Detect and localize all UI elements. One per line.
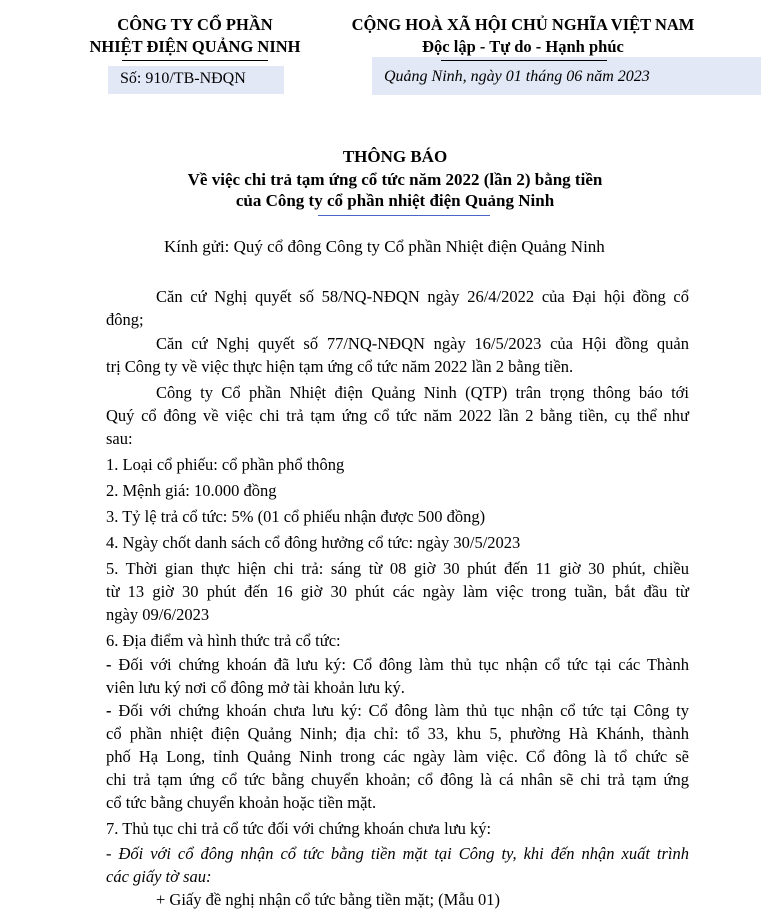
company-underline: [122, 60, 268, 61]
item-4: 4. Ngày chốt danh sách cổ đông hưởng cổ tức: ngày 30/5/2023: [106, 533, 521, 552]
p1-line2: đông;: [106, 310, 144, 329]
item-6a-line2: viên lưu ký nơi cổ đông mở tài khoản lưu ký.: [106, 678, 405, 697]
item-7a-line2: các giấy tờ sau:: [106, 867, 212, 886]
item-6b-line3: phố Hạ Long, tỉnh Quảng Ninh trong các ngày làm việc. Cổ đông là tổ chức sẽ: [106, 747, 689, 766]
p2-line2: trị Công ty về việc thực hiện tạm ứng cổ tức năm 2022 lần 2 bằng tiền.: [106, 357, 574, 376]
item-7a-sub1: + Giấy đề nghị nhận cổ tức bằng tiền mặt; (Mẫu 01): [156, 890, 501, 909]
notice-subtitle-line1: Về việc chi trả tạm ứng cổ tức năm 2022 (lần 2) bằng tiền: [187, 170, 603, 189]
item-5-line1: 5. Thời gian thực hiện chi trả: sáng từ 08 giờ 30 phút đến 11 giờ 30 phút, chiều: [106, 559, 689, 578]
company-name-line1: CÔNG TY CỔ PHẦN: [117, 15, 273, 34]
title-underline: [318, 215, 490, 216]
item-6b-dash: -: [106, 701, 119, 720]
item-6a-line1: [106, 655, 689, 675]
national-header: [308, 14, 738, 58]
place-date: Quảng Ninh, ngày 01 tháng 06 năm 2023: [384, 68, 650, 85]
item-1: 1. Loại cổ phiếu: cổ phần phổ thông: [106, 455, 345, 474]
item-6b-line2: cổ phần nhiệt điện Quảng Ninh; địa chỉ: tổ 33, khu 5, phường Hà Khánh, thành: [106, 724, 689, 743]
item-7: 7. Thủ tục chi trả cổ tức đối với chứng khoán chưa lưu ký:: [106, 819, 492, 838]
item-6b-line5: cổ tức bằng chuyển khoản hoặc tiền mặt.: [106, 793, 377, 812]
nation-motto: Độc lập - Tự do - Hạnh phúc: [422, 37, 624, 56]
item-6b-line4: chi trả tạm ứng cổ tức bằng chuyển khoản; cổ đông là cá nhân sẽ chi trả tạm ứng: [106, 770, 689, 789]
salutation: Kính gửi: Quý cổ đông Công ty Cổ phần Nhiệt điện Quảng Ninh: [164, 237, 605, 256]
item-2: 2. Mệnh giá: 10.000 đồng: [106, 481, 277, 500]
item-6: 6. Địa điểm và hình thức trả cổ tức:: [106, 631, 341, 650]
p3-line3: sau:: [106, 429, 133, 448]
document-number: Số: 910/TB-NĐQN: [120, 70, 246, 87]
item-7a-line1: - Đối với cổ đông nhận cổ tức bằng tiền mặt tại Công ty, khi đến nhận xuất trình: [106, 844, 689, 863]
item-6a-text: Đối với chứng khoán đã lưu ký: Cổ đông làm thủ tục nhận cổ tức tại các Thành: [118, 655, 689, 674]
nation-title: CỘNG HOÀ XÃ HỘI CHỦ NGHĨA VIỆT NAM: [351, 15, 695, 34]
p2-line1: Căn cứ Nghị quyết số 77/NQ-NĐQN ngày 16/5/2023 của Hội đồng quản: [156, 334, 689, 353]
p3-line1: Công ty Cổ phần Nhiệt điện Quảng Ninh (QTP) trân trọng thông báo tới: [156, 383, 689, 402]
item-3: 3. Tỷ lệ trả cổ tức: 5% (01 cổ phiếu nhận được 500 đồng): [106, 507, 486, 526]
item-5-line3: ngày 09/6/2023: [106, 605, 210, 624]
item-6b-text: Đối với chứng khoán chưa lưu ký: Cổ đông làm thủ tục nhận cổ tức tại Công ty: [118, 701, 690, 720]
company-header: [60, 14, 330, 58]
p3-line2: Quý cổ đông về việc chi trả tạm ứng cổ tức năm 2022 lần 2 bằng tiền, cụ thể như: [106, 406, 689, 425]
company-name-line2: NHIỆT ĐIỆN QUẢNG NINH: [89, 37, 301, 56]
item-6b-line1: [106, 701, 689, 721]
p1-line1: Căn cứ Nghị quyết số 58/NQ-NĐQN ngày 26/4/2022 của Đại hội đồng cổ: [156, 287, 689, 306]
item-5-line2: từ 13 giờ 30 phút đến 16 giờ 30 phút các ngày làm việc trong tuần, bắt đầu từ: [106, 582, 689, 601]
notice-title: THÔNG BÁO: [342, 147, 448, 166]
item-6a-dash: -: [106, 655, 119, 674]
motto-underline: [441, 60, 607, 61]
notice-subtitle-line2: của Công ty cổ phần nhiệt điện Quảng Ninh: [235, 191, 555, 210]
